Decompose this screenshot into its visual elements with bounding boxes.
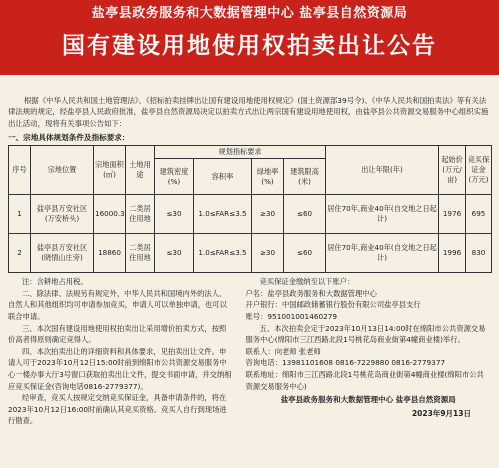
cell-height: ≤60 bbox=[284, 195, 326, 234]
cell-far: 1.0≤FAR≤3.5 bbox=[194, 195, 252, 234]
contact-phone: 咨询电话：13981101608 0816-7229880 0816-2779377 bbox=[245, 358, 446, 368]
cell-start-price: 1976 bbox=[439, 195, 466, 234]
cell-deposit: 695 bbox=[466, 195, 492, 234]
auction-time-paragraph: 五、本次拍卖会定于2023年10月13日14:00时在绵阳市公共资源交易服务中心(绵阳市三江西路北段1号桃花岛商业街第4幢商业楼)举行。 bbox=[245, 323, 486, 345]
cell-green: ≥30 bbox=[252, 234, 284, 273]
contact-address: 联系地址：绵阳市三江西路北段1号桃花岛商业街第4幢商业楼(绵阳市公共资源交易服务中心) bbox=[245, 369, 484, 391]
account-number: 账号：951001001460279 bbox=[245, 312, 338, 321]
col-header-height: 建筑限高(米) bbox=[284, 159, 326, 195]
col-header-plan: 规划指标要求 bbox=[155, 146, 326, 159]
left-column bbox=[8, 276, 242, 427]
col-header-density: 建筑密度(%) bbox=[155, 159, 194, 195]
col-header-start-price: 起始价(万元/亩) bbox=[439, 146, 466, 195]
cell-term: 居住70年,商业40年(自交地之日起计) bbox=[326, 234, 439, 273]
cell-start-price: 1996 bbox=[439, 234, 466, 273]
header-banner bbox=[0, 0, 499, 75]
cell-location: 盐亭县万安社区(万安桥头) bbox=[31, 195, 94, 234]
cell-index: 2 bbox=[9, 234, 31, 273]
col-header-term: 出让年限(年) bbox=[326, 146, 439, 195]
notice-title: 国有建设用地使用权拍卖出让公告 bbox=[62, 33, 437, 59]
notice-details bbox=[8, 276, 491, 427]
auction-method-paragraph: 三、本次国有建设用地使用权拍卖出让采用增价拍卖方式，按照价高者得原则确定竞得人。 bbox=[8, 323, 227, 345]
cell-height: ≤60 bbox=[284, 234, 326, 273]
cell-far: 1.0≤FAR≤3.5 bbox=[194, 234, 252, 273]
col-header-location: 宗地位置 bbox=[31, 146, 94, 195]
cell-deposit: 830 bbox=[466, 234, 492, 273]
intro-paragraph: 根据《中华人民共和国土地管理法》、《招标拍卖挂牌出让国有建设用地使用权规定》(国土资源部39号令)、《中华人民共和国拍卖法》等有关法律法规的规定，经盐亭县人民政府批准，盐亭县自然资源局决定以拍卖方式出让两宗国有建设用地使用权，由盐亭县公共资源交易服务中心组织实施出让活动，现将有关事项公告如下： bbox=[8, 96, 489, 128]
cell-area: 18860 bbox=[94, 234, 126, 273]
contact-person: 联系人：向老师 张老师 bbox=[245, 346, 321, 356]
cell-index: 1 bbox=[9, 195, 31, 234]
cell-area: 16000.3 bbox=[94, 195, 126, 234]
cell-density: ≤30 bbox=[155, 195, 194, 234]
col-header-area: 宗地面积(㎡) bbox=[94, 146, 126, 195]
documents-paragraph: 四、本次拍卖出让的详细资料和具体要求，见拍卖出让文件。申请人可于2023年10月12日15:00时前到绵阳市公共资源交易服务中心一楼办事大厅3号窗口获取拍卖出让文件，提交书面申请，并交纳相应竞买保证金(咨询电话0816-2779377)。 bbox=[8, 346, 232, 391]
note-paragraph: 注：含耕地占用税。 bbox=[22, 277, 88, 287]
table-row bbox=[9, 195, 492, 234]
cell-term: 居住70年,商业40年(自交地之日起计) bbox=[326, 195, 439, 234]
notice-body bbox=[0, 75, 499, 427]
col-header-far: 容积率 bbox=[194, 159, 252, 195]
account-name: 户名：盐亭县政务服务和大数据管理中心 bbox=[245, 288, 377, 298]
col-header-deposit: 竞买保证金(万元) bbox=[466, 146, 492, 195]
cell-green: ≥30 bbox=[252, 195, 284, 234]
section-heading: 一、宗地具体规划条件及指标要求： bbox=[8, 133, 130, 143]
col-header-green: 绿地率(%) bbox=[252, 159, 284, 195]
cell-use: 二类居住用地 bbox=[126, 234, 155, 273]
col-header-index: 序号 bbox=[9, 146, 31, 195]
signature-date: 2023年9月13日 bbox=[411, 408, 471, 418]
right-column bbox=[242, 276, 491, 427]
deposit-account-intro: 竞买保证金缴纳至以下账户： bbox=[259, 277, 355, 287]
cell-location: 盐亭县万安社区(晓情山庄旁) bbox=[31, 234, 94, 273]
cell-use: 二类居住用地 bbox=[126, 195, 155, 234]
cell-density: ≤30 bbox=[155, 234, 194, 273]
issuing-orgs: 盐亭县政务服务和大数据管理中心 盐亭县自然资源局 bbox=[91, 6, 408, 21]
qualification-paragraph: 经审查，竞买人按规定交纳竞买保证金，具备申请条件的，将在2023年10月12日16:00时前确认其竞买资格。竞买人自行到现场进行勘查。 bbox=[8, 393, 227, 426]
col-header-use: 土地用途 bbox=[126, 146, 155, 195]
parcel-table bbox=[8, 145, 492, 273]
table-row bbox=[9, 234, 492, 273]
eligibility-paragraph: 二、除法律、法规另有规定外，中华人民共和国境内外的法人、自然人和其他组织均可申请参加竞买，申请人可以单独申请，也可以联合申请。 bbox=[8, 288, 227, 321]
signature-orgs: 盐亭县政务服务和大数据管理中心 盐亭县自然资源局 bbox=[280, 395, 456, 405]
account-bank: 开户银行：中国邮政储蓄银行股份有限公司盐亭县支行 bbox=[245, 300, 421, 310]
